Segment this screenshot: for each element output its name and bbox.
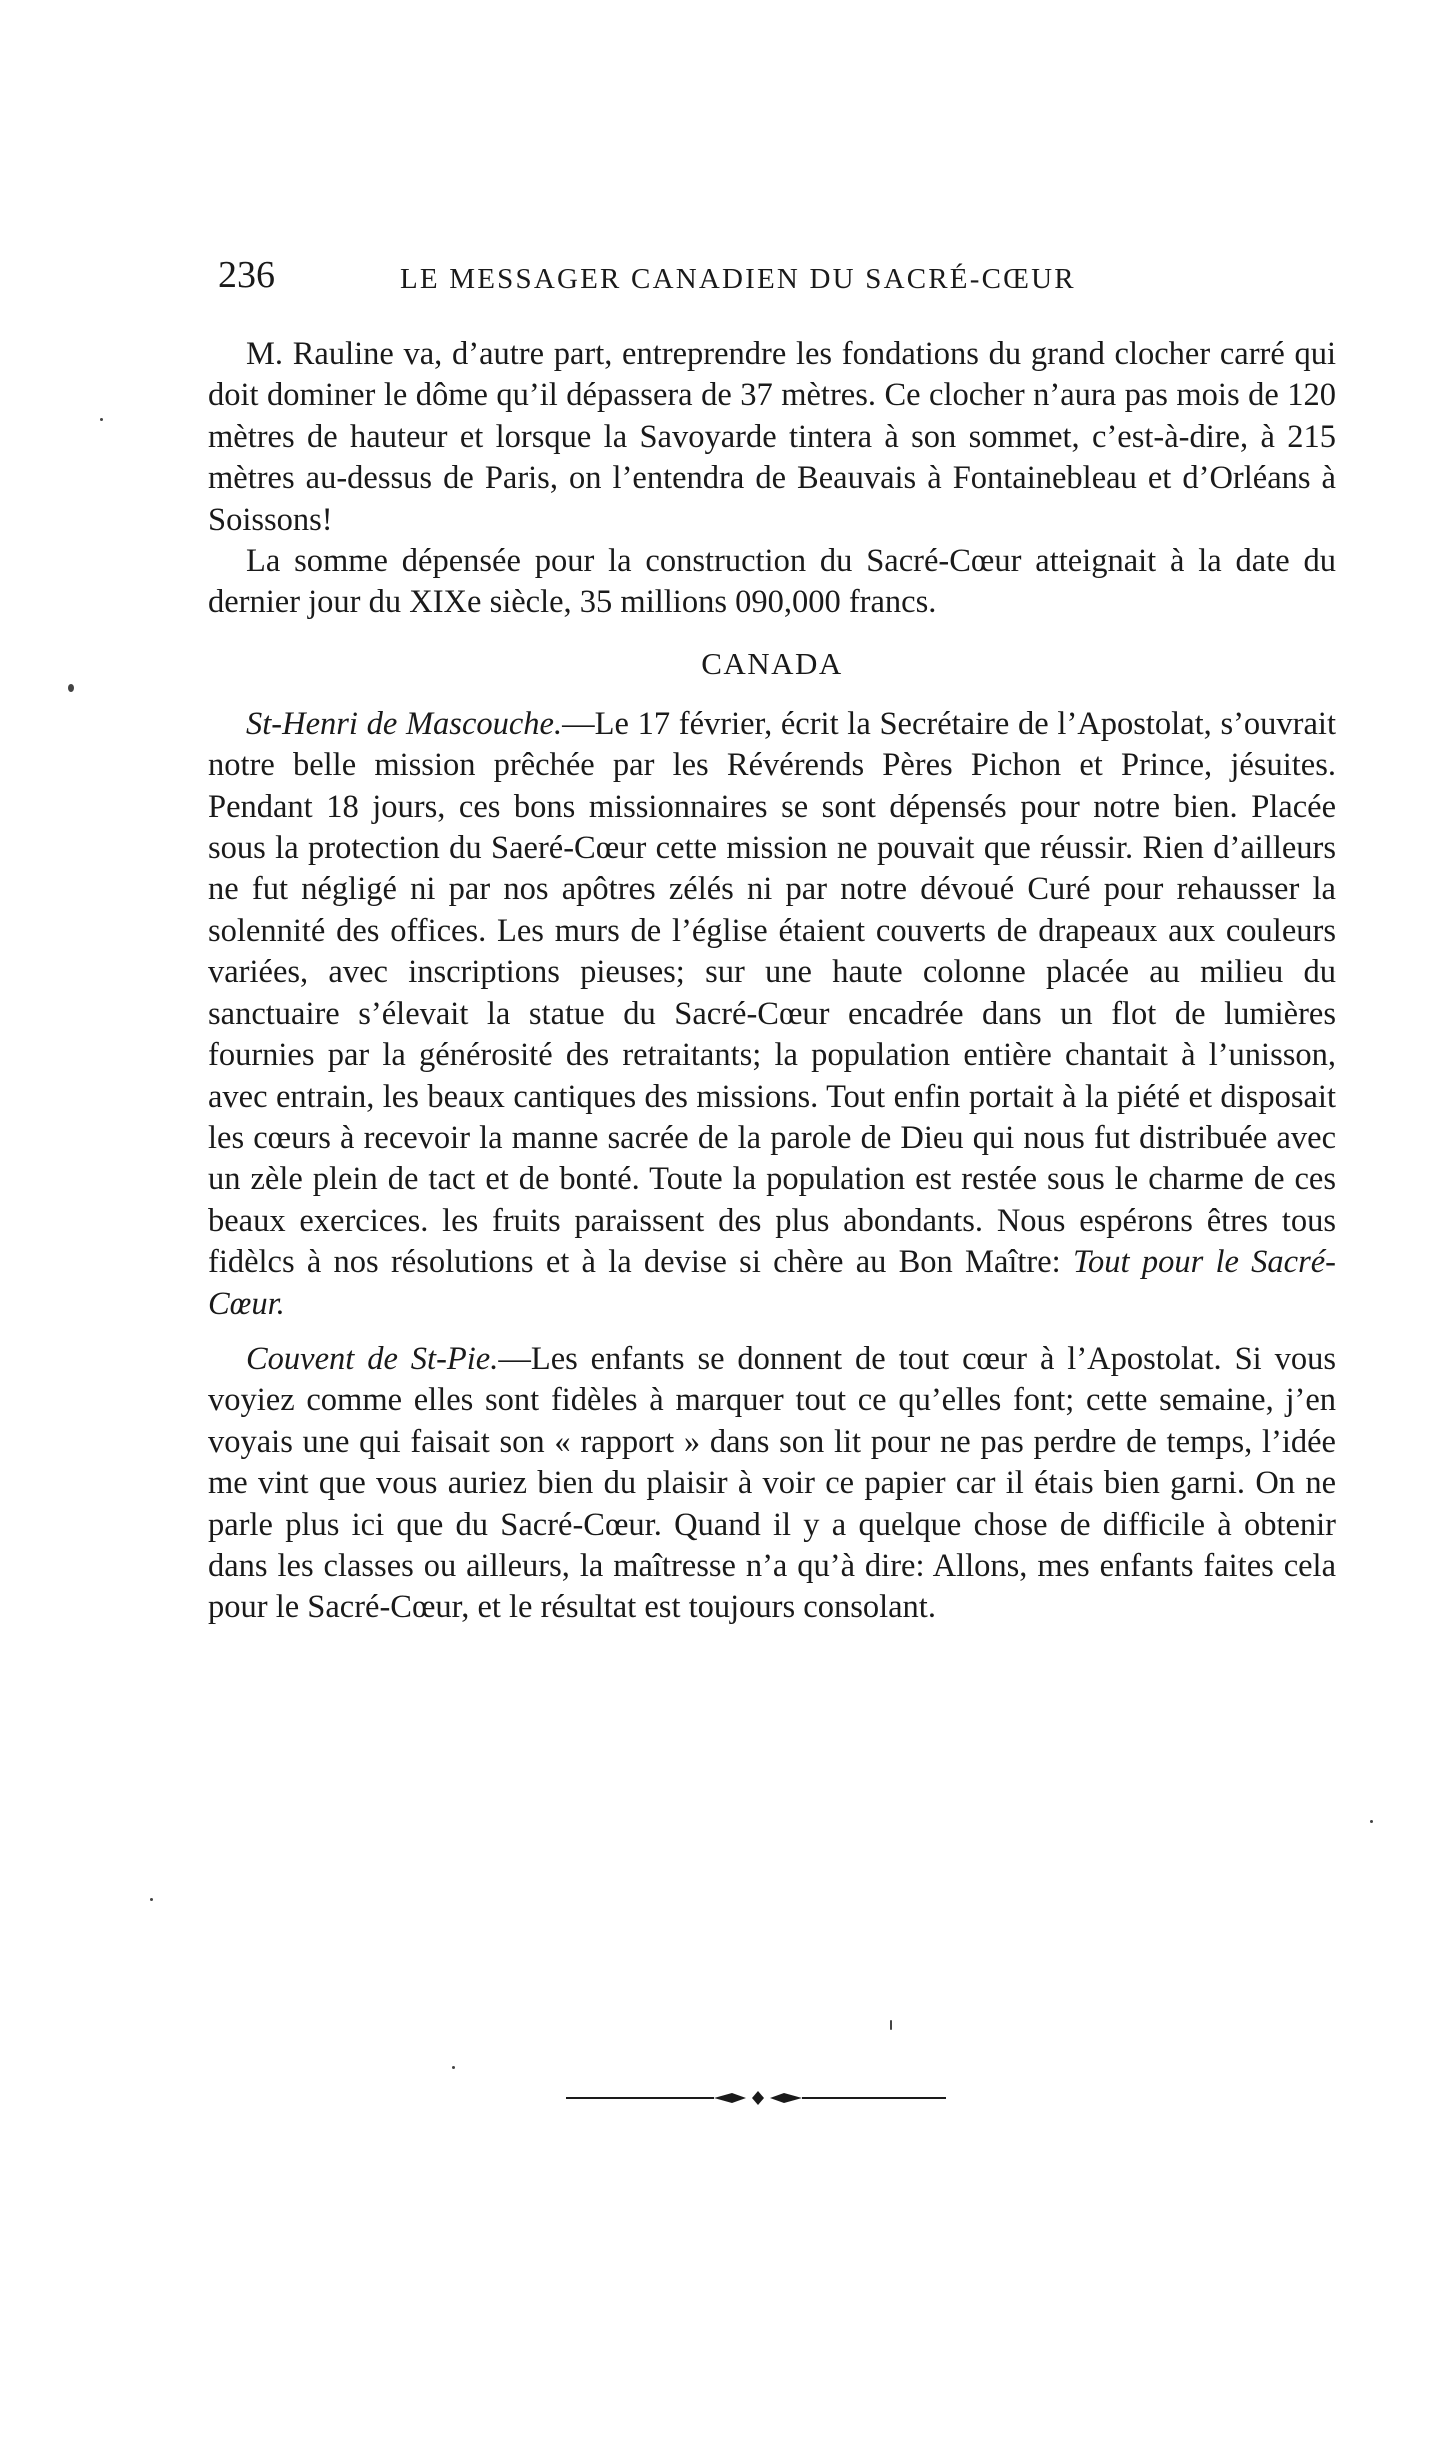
report-motto: Tout pour le Sacré-Cœur. — [208, 1244, 1337, 1322]
article-body — [208, 334, 1336, 1629]
paragraph-clocher: M. Rauline va, d’autre part, entreprendre les fondations du grand clocher carré qui doit dominer le dôme qu’il dépassera de 37 mètres. Ce clocher n’aura pas mois de 120 mètres de hauteur et lorsque la Savoyarde tintera à son sommet, c’est-à-dire, à 215 mètres au-dessus de Paris, on l’entendra de Beauvais à Fontainebleau et d’Orléans à Soissons! — [208, 336, 1336, 538]
paragraph-depense: La somme dépensée pour la construction du Sacré-Cœur atteignait à la date du dernier jour du XIXe siècle, 35 millions 090,000 francs. — [208, 543, 1336, 621]
paper-speck — [452, 2066, 455, 2069]
paper-speck — [150, 1898, 153, 1901]
report-body-mascouche: —Le 17 février, écrit la Secrétaire de l’Apostolat, s’ouvrait notre belle mission prêchée par les Révérends Pères Pichon et Prince, jésuites. Pendant 18 jours, ces bons missionnaires se sont dépensés pour notre bien. Placée sous la protection du Saeré-Cœur cette mission ne pouvait que réussir. Rien d’ailleurs ne fut négligé ni par nos apôtres zélés ni par notre dévoué Curé pour rehausser la solennité des offices. Les murs de l’église étaient couverts de drapeaux aux couleurs variées, avec inscriptions pieuses; sur une haute colonne placée au milieu du sanctuaire s’élevait la statue du Sacré-Cœur encadrée dans un flot de lumières fournies par la générosité des retraitants; la population entière chantait à l’unisson, avec entrain, les beaux cantiques des missions. Tout enfin portait à la piété et disposait les cœurs à recevoir la manne sacrée de la parole de Dieu qui nous fut distribuée avec un zèle plein de tact et de bonté. Toute la population est restée sous le charme de ces beaux exercices. les fruits paraissent des plus abondants. Nous espérons êtres tous fidèlcs à nos résolutions et à la devise si chère au Bon Maître: — [208, 705, 1336, 1281]
paper-speck — [100, 418, 103, 421]
report-st-pie — [208, 1339, 1336, 1629]
report-place-mascouche: St-Henri de Mascouche. — [246, 705, 563, 742]
report-place-st-pie: Couvent de St-Pie. — [246, 1340, 499, 1377]
section-heading: CANADA — [701, 645, 843, 681]
page-number: 236 — [218, 254, 275, 296]
paper-speck — [1370, 1820, 1373, 1823]
running-head — [218, 252, 1330, 298]
journal-title: LE MESSAGER CANADIEN DU SACRÉ-CŒUR — [400, 263, 1076, 295]
paper-speck — [68, 684, 74, 692]
report-mascouche — [208, 704, 1336, 1325]
paper-speck — [890, 2020, 892, 2030]
report-body-st-pie: —Les enfants se donnent de tout cœur à l’Apostolat. Si vous voyiez comme elles sont fidèles à marquer tout ce qu’elles font; cette semaine, j’en voyais une qui faisait son « rapport » dans son lit pour ne pas perdre de temps, l’idée me vint que vous auriez bien du plaisir à voir ce papier car il étais bien garni. On ne parle plus ici que du Sacré-Cœur. Quand il y a quelque chose de difficile à obtenir dans les classes ou ailleurs, la maîtresse n’a qu’à dire: Allons, mes enfants faites cela pour le Sacré-Cœur, et le résultat est toujours consolant. — [208, 1340, 1336, 1626]
end-of-article-rule-icon — [566, 2086, 946, 2110]
